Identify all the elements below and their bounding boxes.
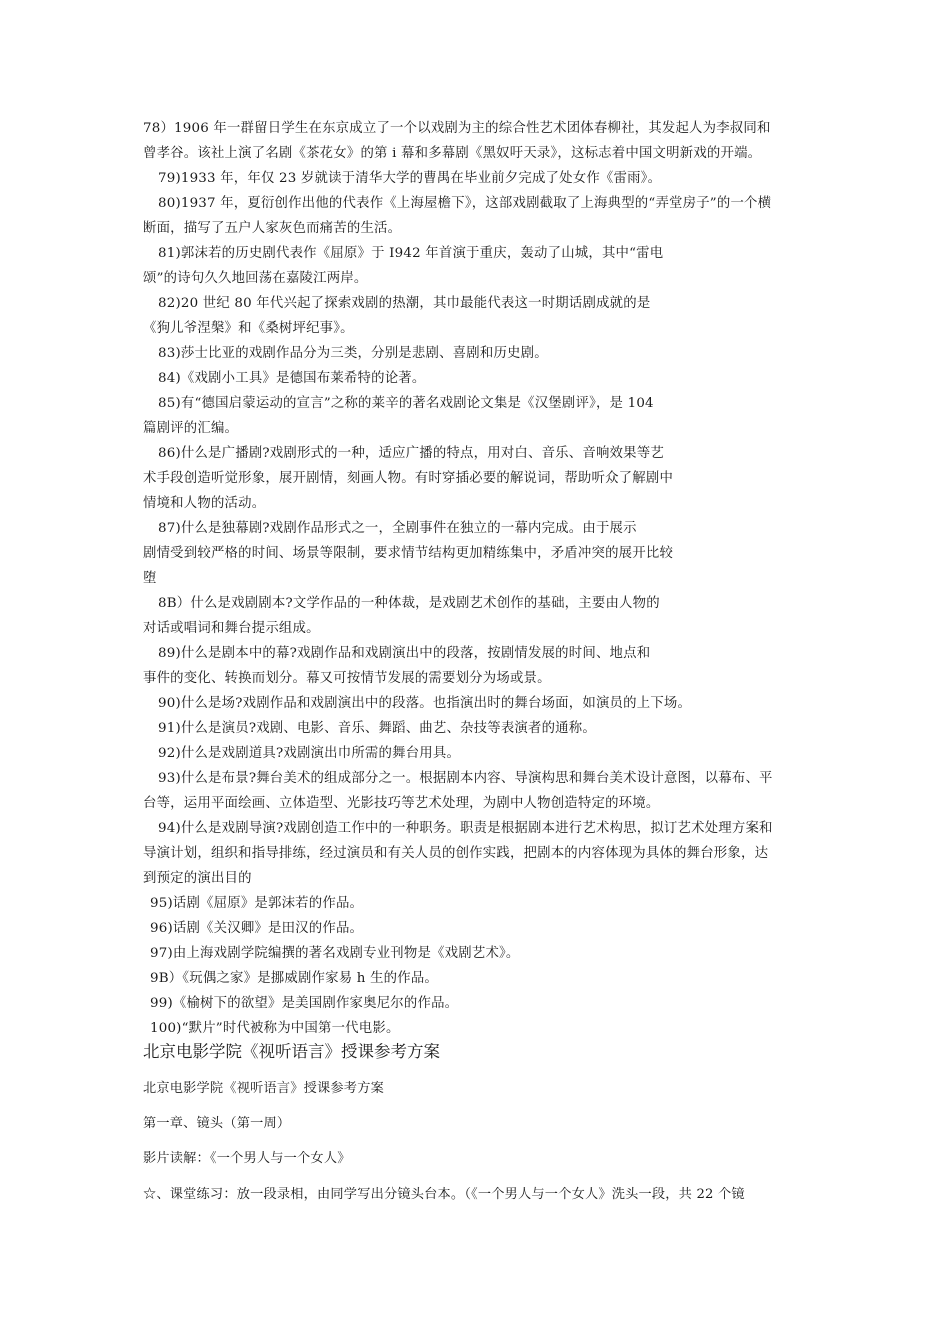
text-line-82a: 82)20 世纪 80 年代兴起了探索戏剧的热潮，其巾最能代表这一时期话剧成就的是 xyxy=(158,296,651,311)
text-line-83: 83)莎士比亚的戏剧作品分为三类，分别是悲剧、喜剧和历史剧。 xyxy=(158,346,548,361)
text-line-96: 96)话剧《关汉卿》是田汉的作品。 xyxy=(150,921,364,936)
text-line-97: 97)由上海戏剧学院编撰的著名戏剧专业刊物是《戏剧艺术》。 xyxy=(150,946,520,961)
text-line-100: 100)“默片”时代被称为中国第一代电影。 xyxy=(150,1021,400,1036)
text-line-85b: 篇剧评的汇编。 xyxy=(143,421,239,436)
text-line-87a: 87)什么是独幕剧?戏剧作品形式之一，全剧事件在独立的一幕内完成。由于展示 xyxy=(158,521,637,536)
text-line-86a: 86)什么是广播剧?戏剧形式的一种，适应广播的特点，用对白、音乐、音响效果等艺 xyxy=(158,446,664,461)
text-line-94a: 94)什么是戏剧导演?戏剧创造工作中的一种职务。职责是根据剧本进行艺术构思，拟订艺术处理方案和 xyxy=(158,821,773,836)
text-line-85a: 85)有“德国启蒙运动的宣言”之称的莱辛的著名戏剧论文集是《汉堡剧评》，是 104 xyxy=(158,396,654,411)
text-line-80a: 80)1937 年，夏衍创作出他的代表作《上海屋檐下》，这部戏剧截取了上海典型的“弄堂房子”的一个横 xyxy=(158,196,772,211)
text-line-89b: 事件的变化、转换而划分。幕又可按情节发展的需要划分为场或景。 xyxy=(143,671,551,686)
text-line-79: 79)1933 年，年仅 23 岁就读于清华大学的曹禺在毕业前夕完成了处女作《雷雨》。 xyxy=(158,171,662,186)
text-line-91: 91)什么是演员?戏剧、电影、音乐、舞蹈、曲艺、杂技等表演者的通称。 xyxy=(158,721,596,736)
section-heading: 北京电影学院《视听语言》授课参考方案 xyxy=(143,1042,440,1061)
text-line-88a: 8B）什么是戏剧剧本?文学作品的一种体裁，是戏剧艺术创作的基础，主要由人物的 xyxy=(158,596,660,611)
text-line-86b: 术手段创造听觉形象，展开剧情，刻画人物。有时穿插必要的解说词，帮助听众了解剧中 xyxy=(143,471,674,486)
text-line-78a: 78）1906 年一群留日学生在东京成立了一个以戏剧为主的综合性艺术团体春柳社，其发起人为李叔同和 xyxy=(143,121,771,136)
text-line-81b: 颂”的诗句久久地回荡在嘉陵江两岸。 xyxy=(143,271,368,286)
text-line-87c: 堕 xyxy=(143,571,157,586)
course-title: 北京电影学院《视听语言》授课参考方案 xyxy=(143,1081,384,1096)
text-line-93a: 93)什么是布景?舞台美术的组成部分之一。根据剧本内容、导演构思和舞台美术设计意图，以幕布、平 xyxy=(158,771,773,786)
chapter-title: 第一章、镜头（第一周） xyxy=(143,1116,291,1131)
text-line-81a: 81)郭沫若的历史剧代表作《屈原》于 I942 年首演于重庆，轰动了山城，其中“雷电 xyxy=(158,246,664,261)
text-line-90: 90)什么是场?戏剧作品和戏剧演出中的段落。也指演出时的舞台场面，如演员的上下场。 xyxy=(158,696,692,711)
text-line-95: 95)话剧《屈原》是郭沫若的作品。 xyxy=(150,896,364,911)
text-line-78b: 曾孝谷。该社上演了名剧《茶花女》的第 i 幕和多幕剧《黑奴吁天录》，这标志着中国文明新戏的开端。 xyxy=(143,146,762,161)
text-line-89a: 89)什么是剧本中的幕?戏剧作品和戏剧演出中的段落，按剧情发展的时间、地点和 xyxy=(158,646,651,661)
text-line-87b: 剧情受到较严格的时间、场景等限制，要求情节结构更加精练集中，矛盾冲突的展开比较 xyxy=(143,546,674,561)
class-exercise: ☆、课堂练习：放一段录相，由同学写出分镜头台本。（《一个男人与一个女人》洗头一段，共 22 个镜 xyxy=(143,1187,745,1202)
text-line-92: 92)什么是戏剧道具?戏剧演出巾所需的舞台用具。 xyxy=(158,746,461,761)
text-line-93b: 台等，运用平面绘画、立体造型、光影技巧等艺术处理，为剧中人物创造特定的环境。 xyxy=(143,796,660,811)
text-line-94c: 到预定的演出目的 xyxy=(143,871,252,886)
text-line-82b: 《狗儿爷涅槃》和《桑树坪纪事》。 xyxy=(143,321,354,336)
text-line-86c: 情境和人物的活动。 xyxy=(143,496,266,511)
text-line-80b: 断面，描写了五户人家灰色而痛苦的生活。 xyxy=(143,221,402,236)
text-line-98: 9B）《玩偶之家》是挪威剧作家易 h 生的作品。 xyxy=(150,971,439,986)
film-reading: 影片读解：《一个男人与一个女人》 xyxy=(143,1151,351,1166)
text-line-99: 99)《榆树下的欲望》是美国剧作家奥尼尔的作品。 xyxy=(150,996,459,1011)
text-line-84: 84)《戏剧小工具》是德国布莱希特的论著。 xyxy=(158,371,426,386)
text-line-94b: 导演计划，组织和指导排练，经过演员和有关人员的创作实践，把剧本的内容体现为具体的舞台形象，达 xyxy=(143,846,769,861)
text-line-88b: 对话或唱词和舞台提示组成。 xyxy=(143,621,320,636)
